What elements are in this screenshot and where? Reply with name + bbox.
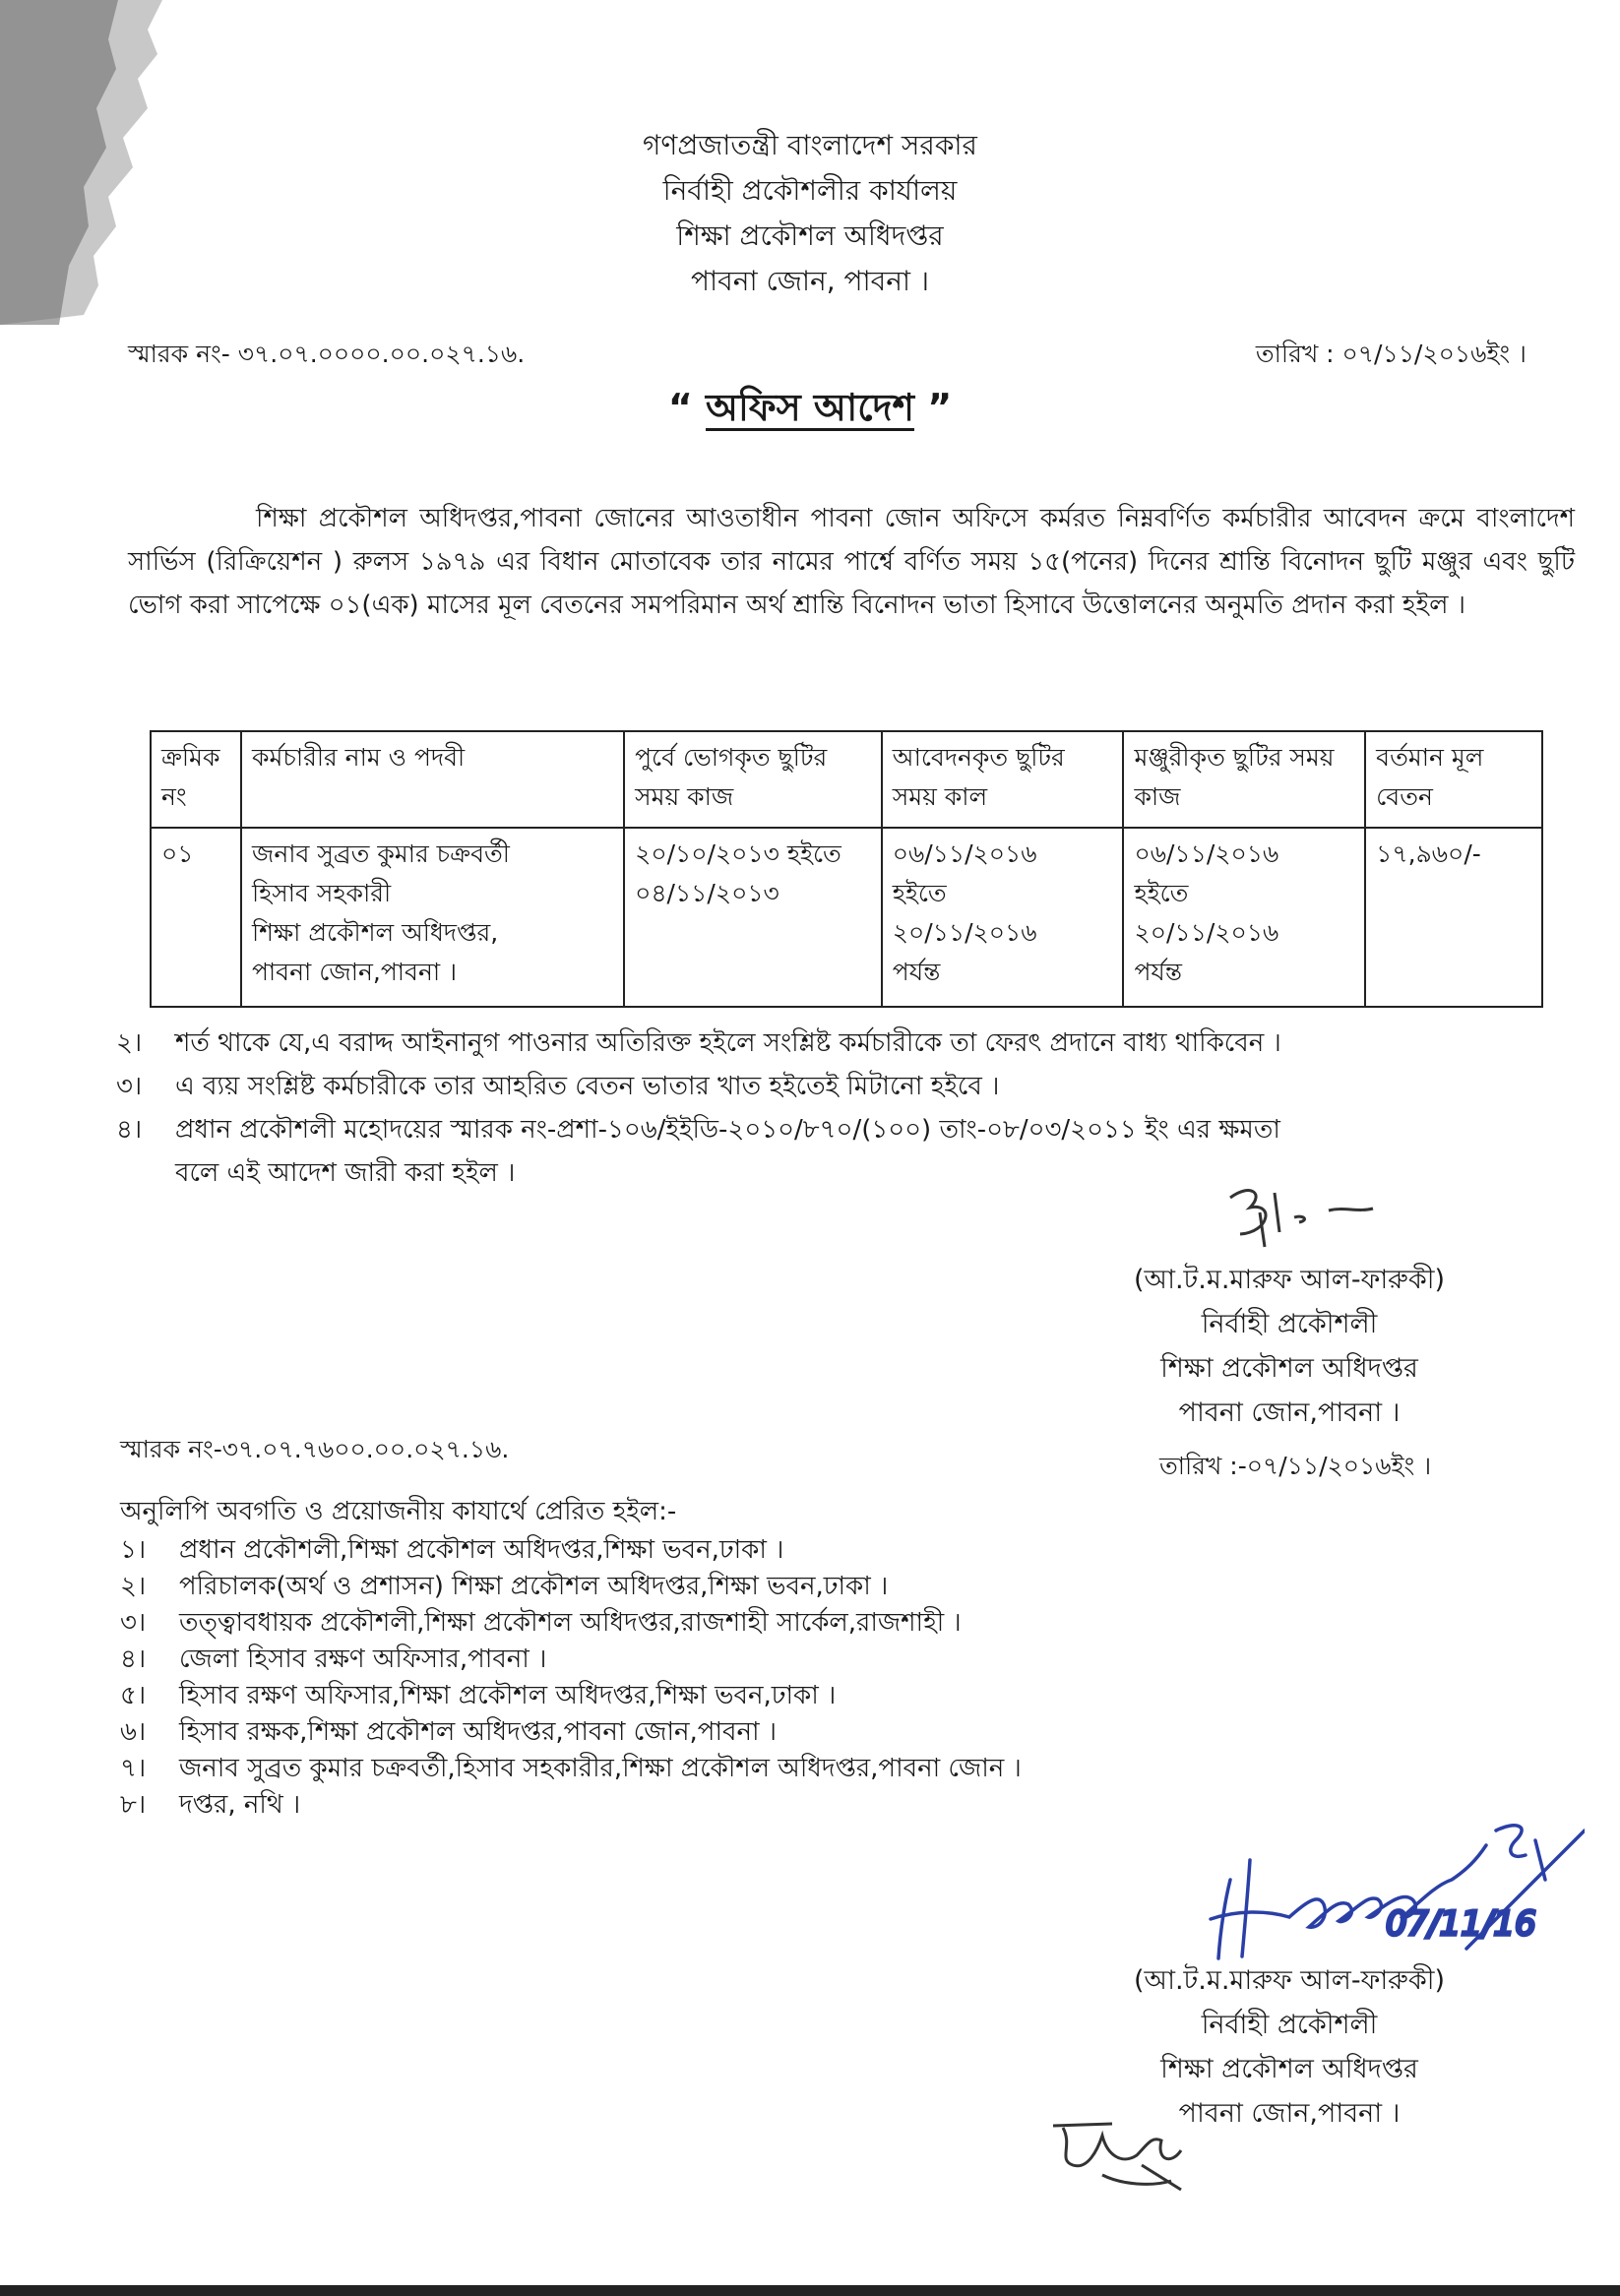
list-item-text: জনাব সুব্রত কুমার চক্রবর্তী,হিসাব সহকারীর,শিক্ষা প্রকৌশল অধিদপ্তর,পাবনা জোন ।: [179, 1754, 1022, 1783]
condition-text: শর্ত থাকে যে,এ বরাদ্দ আইনানুগ পাওনার অতিরিক্ত হইলে সংশ্লিষ্ট কর্মচারীকে তা ফেরৎ প্রদানে বাধ্য থাকিবেন ।: [175, 1028, 1281, 1058]
title-text: অফিস আদেশ: [706, 386, 914, 429]
title-open-quote: “: [667, 386, 693, 429]
handwritten-date: 07/11/16: [1386, 1904, 1536, 1944]
table-header-employee: কর্মচারীর নাম ও পদবী: [241, 731, 624, 828]
list-item: [120, 1678, 1022, 1714]
condition-number: ২।: [116, 1028, 143, 1058]
memo2-ref-no: স্মারক নং-৩৭.০৭.৭৬০০.০০.০২৭.১৬.: [120, 1435, 510, 1463]
table-row: [151, 828, 1542, 1007]
scan-bottom-edge: [0, 2285, 1620, 2296]
cell-previous-leave: ২০/১০/২০১৩ হইতে ০৪/১১/২০১৩: [624, 828, 882, 1007]
blue-ink-signature: [1171, 1801, 1585, 1978]
list-item-number: ২।: [120, 1572, 147, 1601]
condition-text: এ ব্যয় সংশ্লিষ্ট কর্মচারীকে তার আহরিত বেতন ভাতার খাত হইতেই মিটানো হইবে ।: [175, 1072, 1000, 1101]
cell-employee: জনাব সুব্রত কুমার চক্রবর্তী হিসাব সহকারী শিক্ষা প্রকৌশল অধিদপ্তর, পাবনা জোন,পাবনা ।: [241, 828, 624, 1007]
list-item-number: ৫।: [120, 1681, 147, 1710]
list-item-text: হিসাব রক্ষক,শিক্ষা প্রকৌশল অধিদপ্তর,পাবনা জোন,পাবনা ।: [179, 1717, 778, 1747]
list-item-text: হিসাব রক্ষণ অফিসার,শিক্ষা প্রকৌশল অধিদপ্তর,শিক্ষা ভবন,ঢাকা ।: [179, 1681, 837, 1710]
letterhead-location: পাবনা জোন, পাবনা ।: [691, 265, 929, 297]
list-item: [120, 1605, 1022, 1642]
list-item: [120, 1787, 1022, 1824]
order-body-paragraph: শিক্ষা প্রকৌশল অধিদপ্তর,পাবনা জোনের আওতাধীন পাবনা জোন অফিসে কর্মরত নিম্নবর্ণিত কর্মচারীর আবেদন ক্রমে বাংলাদেশ সার্ভিস (রিক্রিয়েশন ) রুলস ১৯৭৯ এর বিধান মোতাবেক তার নামের পার্শ্বে বর্ণিত সময় ১৫(পনের) দিনের শ্রান্তি বিনোদন ছুটি মঞ্জুর এবং ছুটি ভোগ করা সাপেক্ষে ০১(এক) মাসের মূল বেতনের সমপরিমান অর্থ শ্রান্তি বিনোদন ভাতা হিসাবে উত্তোলনের অনুমতি প্রদান করা হইল ।: [128, 504, 1575, 620]
list-item-number: ৩।: [120, 1608, 147, 1638]
cell-approved-leave: ০৬/১১/২০১৬ হইতে ২০/১১/২০১৬ পর্যন্ত: [1123, 828, 1365, 1007]
table-header-row: [151, 731, 1542, 828]
list-item-number: ৮।: [120, 1790, 147, 1820]
memo-reference-row: [128, 335, 1527, 374]
condition-number: ৪।: [116, 1115, 143, 1145]
memo-date: তারিখ : ০৭/১১/২০১৬ইং ।: [1255, 340, 1527, 368]
list-item-text: দপ্তর, নথি ।: [179, 1790, 301, 1820]
list-item-number: ৬।: [120, 1717, 147, 1747]
copy-list: [120, 1532, 1022, 1824]
letterhead-department: শিক্ষা প্রকৌশল অধিদপ্তর: [676, 219, 944, 252]
condition-item: [116, 1065, 1553, 1108]
table-header-applied-leave: আবেদনকৃত ছুটির সময় কাল: [882, 731, 1124, 828]
signatory-office: শিক্ষা প্রকৌশল অধিদপ্তর: [1160, 1353, 1418, 1384]
signatory-name: (আ.ট.ম.মারুফ আল-ফারুকী): [1133, 1265, 1446, 1295]
list-item-text: পরিচালক(অর্থ ও প্রশাসন) শিক্ষা প্রকৌশল অধিদপ্তর,শিক্ষা ভবন,ঢাকা ।: [179, 1572, 889, 1601]
signatory-block-upper: [1073, 1258, 1506, 1435]
condition-text: প্রধান প্রকৌশলী মহোদয়ের স্মারক নং-প্রশা-১০৬/ইইডি-২০১০/৮৭০/(১০০) তাং-০৮/০৩/২০১১ ইং এর ক্ষমতা: [175, 1115, 1280, 1145]
cell-basic-pay: ১৭,৯৬০/-: [1365, 828, 1542, 1007]
leave-table: [150, 730, 1543, 1008]
list-item-number: ৪।: [120, 1644, 147, 1674]
initial-signature-lower: [1043, 2106, 1211, 2195]
table-header-serial: ক্রমিক নং: [151, 731, 241, 828]
list-item: [120, 1751, 1022, 1787]
title-close-quote: ”: [927, 386, 953, 429]
condition-continuation: বলে এই আদেশ জারী করা হইল ।: [175, 1158, 516, 1188]
letterhead: [0, 123, 1620, 304]
signatory-office: শিক্ষা প্রকৌশল অধিদপ্তর: [1160, 2054, 1418, 2084]
letterhead-government: গণপ্রজাতন্ত্রী বাংলাদেশ সরকার: [643, 129, 977, 161]
signature-upper: [1220, 1173, 1388, 1262]
office-order-title: [0, 379, 1620, 442]
list-item-text: তত্ত্বাবধায়ক প্রকৌশলী,শিক্ষা প্রকৌশল অধিদপ্তর,রাজশাহী সার্কেল,রাজশাহী ।: [179, 1608, 962, 1638]
copy-intro: অনুলিপি অবগতি ও প্রয়োজনীয় কাযার্থে প্রেরিত হইল:-: [120, 1497, 677, 1526]
list-item: [120, 1532, 1022, 1569]
table-header-basic-pay: বর্তমান মূল বেতন: [1365, 731, 1542, 828]
signatory-location: পাবনা জোন,পাবনা ।: [1178, 2098, 1401, 2129]
letterhead-office: নির্বাহী প্রকৌশলীর কার্যালয়: [662, 174, 958, 207]
list-item-text: জেলা হিসাব রক্ষণ অফিসার,পাবনা ।: [179, 1644, 547, 1674]
memo2-date: তারিখ :-০৭/১১/২০১৬ইং ।: [1159, 1452, 1432, 1480]
cell-serial: ০১: [151, 828, 241, 1007]
condition-number: ৩।: [116, 1072, 143, 1101]
list-item: [120, 1642, 1022, 1678]
list-item: [120, 1714, 1022, 1751]
signatory-name: (আ.ট.ম.মারুফ আল-ফারুকী): [1133, 1965, 1446, 1996]
signatory-designation: নির্বাহী প্রকৌশলী: [1201, 2010, 1378, 2040]
cell-applied-leave: ০৬/১১/২০১৬ হইতে ২০/১১/২০১৬ পর্যন্ত: [882, 828, 1124, 1007]
list-item: [120, 1569, 1022, 1605]
list-item-number: ১।: [120, 1535, 147, 1565]
signatory-designation: নির্বাহী প্রকৌশলী: [1201, 1309, 1378, 1339]
table-header-approved-leave: মঞ্জুরীকৃত ছুটির সময় কাজ: [1123, 731, 1365, 828]
table-header-previous-leave: পুর্বে ভোগকৃত ছুটির সময় কাজ: [624, 731, 882, 828]
condition-item: [116, 1022, 1553, 1065]
list-item-text: প্রধান প্রকৌশলী,শিক্ষা প্রকৌশল অধিদপ্তর,শিক্ষা ভবন,ঢাকা ।: [179, 1535, 784, 1565]
memo-ref-no: স্মারক নং- ৩৭.০৭.০০০০.০০.০২৭.১৬.: [128, 340, 526, 368]
signatory-location: পাবনা জোন,পাবনা ।: [1178, 1397, 1401, 1428]
list-item-number: ৭।: [120, 1754, 147, 1783]
